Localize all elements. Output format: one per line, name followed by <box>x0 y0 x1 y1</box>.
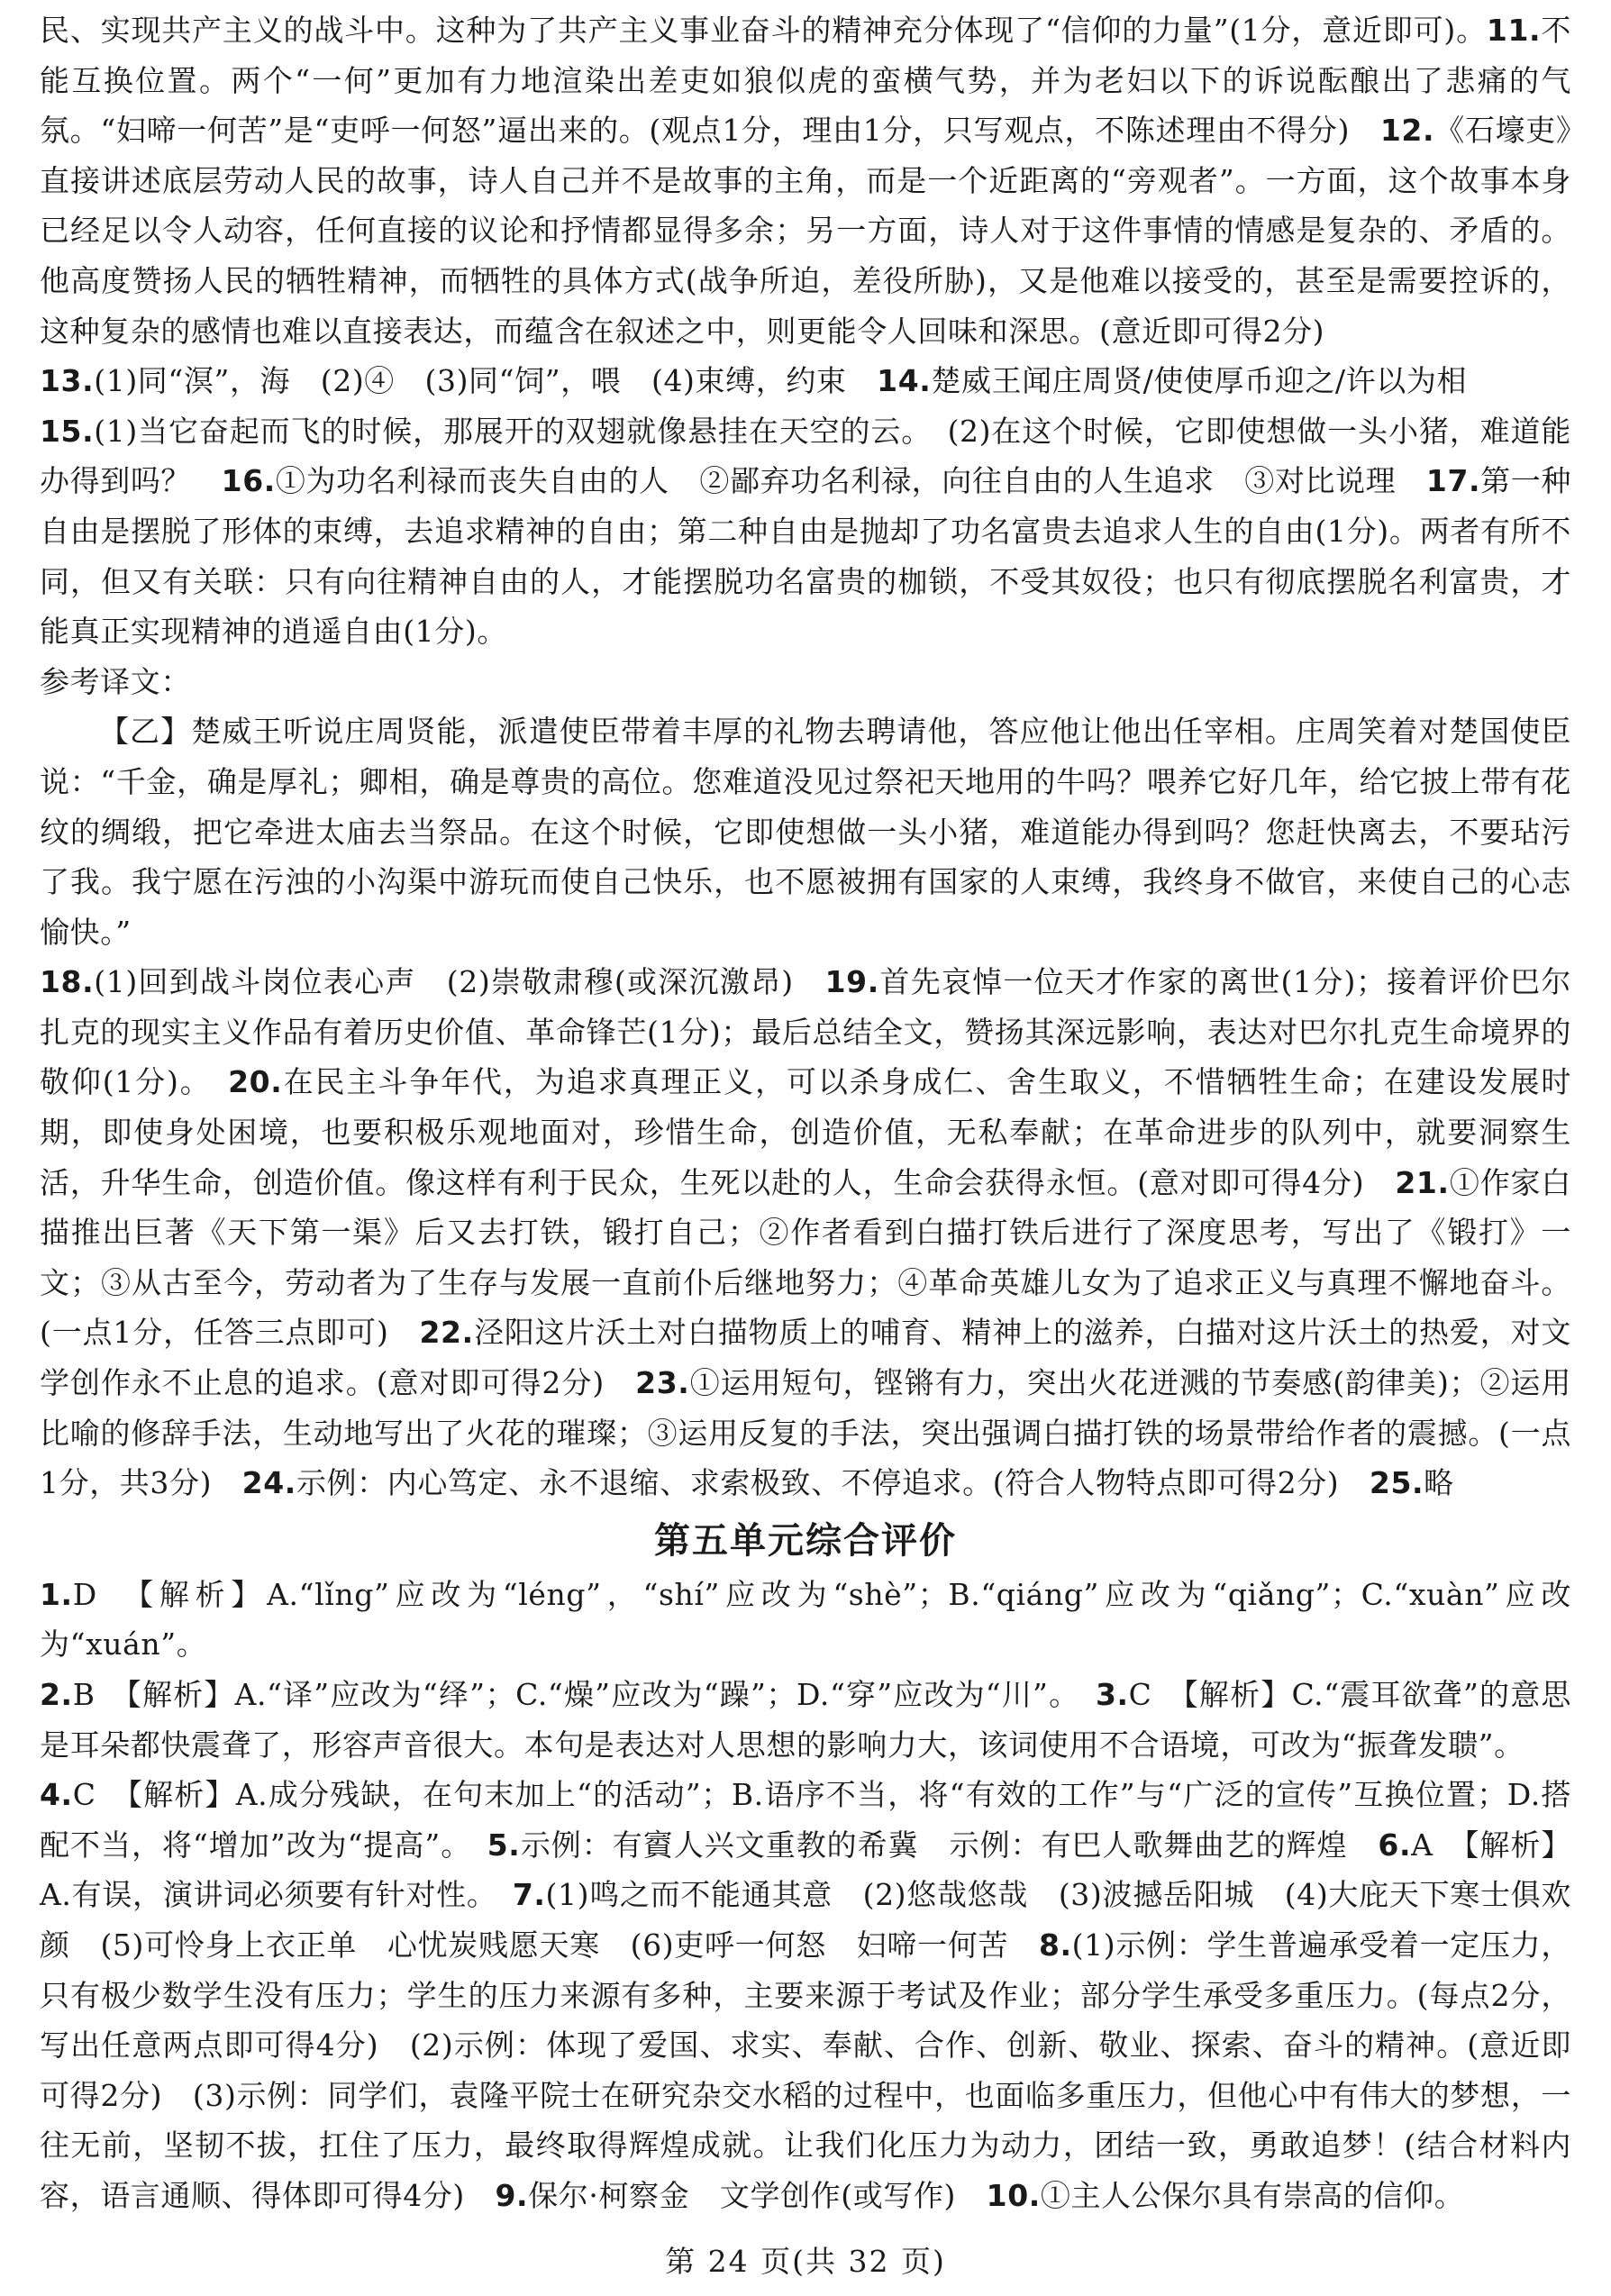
answer-text: (1)鸣之而不能通其意 (2)悠哉悠哉 (3)波撼岳阳城 (4)大庇天下寒士俱欢颜 (5)可怜身上衣正单 心忧炭贱愿天寒 (6)吏呼一何怒 妇啼一何苦 <box>40 1877 1571 1963</box>
question-number: 1. <box>40 1576 73 1612</box>
answer-text: (1)回到战斗岗位表心声 (2)崇敬肃穆(或深沉激昂) <box>94 964 825 1000</box>
answer-text: B 【解析】A.“译”应改为“绎”；C.“燥”应改为“躁”；D.“穿”应改为“川”。 <box>72 1677 1096 1712</box>
question-number: 5. <box>487 1827 521 1863</box>
answer-text: A 【解析】A.有误，演讲词必须要有针对性。 <box>40 1827 1571 1913</box>
answer-text: ①运用短句，铿锵有力，突出火花迸溅的节奏感(韵律美)；②运用比喻的修辞手法，生动地写出了火花的璀璨；③运用反复的手法，突出强调白描打铁的场景带给作者的震撼。(一点1分，共3分) <box>40 1365 1571 1501</box>
section-title: 第五单元综合评价 <box>654 1519 957 1562</box>
question-number: 21. <box>1395 1164 1450 1200</box>
answer-text: 民、实现共产主义的战斗中。这种为了共产主义事业奋斗的精神充分体现了“信仰的力量”(1分，意近即可)。 <box>40 13 1487 48</box>
answer-text: D 【解析】A.“lǐng”应改为“léng”，“shí”应改为“shè”；B.“qiáng”应改为“qiǎng”；C.“xuàn”应改为“xuán”。 <box>40 1576 1571 1663</box>
page-footer: 第 24 页(共 32 页) <box>665 2244 946 2279</box>
question-number: 25. <box>1369 1465 1424 1501</box>
answer-text: 泾阳这片沃土对白描物质上的哺育、精神上的滋养，白描对这片沃土的热爱，对文学创作永不止息的追求。(意对即可得2分) <box>40 1315 1571 1401</box>
question-number: 8. <box>1038 1927 1072 1963</box>
answer-text: ①为功名利禄而丧失自由的人 ②鄙弃功名利禄，向往自由的人生追求 ③对比说理 <box>275 463 1426 499</box>
answer-text: ①主人公保尔具有崇高的信仰。 <box>1040 2177 1465 2213</box>
reference-translation-label: 参考译文： <box>40 663 191 699</box>
question-number: 20. <box>228 1064 283 1100</box>
question-number: 19. <box>824 964 879 1000</box>
question-number: 22. <box>419 1315 474 1351</box>
answer-text: 略 <box>1424 1465 1454 1501</box>
question-number: 16. <box>221 463 276 499</box>
question-number: 23. <box>635 1365 690 1401</box>
answer-text: 楚威王闻庄周贤/使使厚币迎之/许以为相 <box>931 363 1468 399</box>
answer-text: (1)示例：学生普遍承受着一定压力，只有极少数学生没有压力；学生的压力来源有多种，主要来源于考试及作业；部分学生承受多重压力。(每点2分，写出任意两点即可得4分) (2)示例：体现了爱国、求实、奉献、合作、创新、敬业、探索、奋斗的精神。(意近即可得2分) (3)示例：同学们，袁隆平院士在研究杂交水稻的过程中，也面临多重压力，但他心中有伟大的梦想，一往无前，坚韧不拔，扛住了压力，最终取得辉煌成就。让我们化压力为动力，团结一致，勇敢追梦！(结合材料内容，语言通顺、得体即可得4分) <box>40 1927 1572 2213</box>
answer-page <box>40 5 1571 2221</box>
question-number: 2. <box>40 1677 73 1712</box>
question-number: 12. <box>1379 113 1435 149</box>
answer-text: 《石壕吏》直接讲述底层劳动人民的故事，诗人自己并不是故事的主角，而是一个近距离的“旁观者”。一方面，这个故事本身已经足以令人动容，任何直接的议论和抒情都显得多余；另一方面，诗人对于这件事情的情感是复杂的、矛盾的。他高度赞扬人民的牺牲精神，而牺牲的具体方式(战争所迫，差役所胁)，又是他难以接受的，甚至是需要控诉的，这种复杂的感情也难以直接表达，而蕴含在叙述之中，则更能令人回味和深思。(意近即可得2分) <box>40 113 1572 349</box>
question-number: 17. <box>1425 463 1481 499</box>
answer-text: 保尔·柯察金 文学创作(或写作) <box>528 2177 987 2213</box>
unit5-answer-4-10 <box>40 1770 1571 2220</box>
answer-text: C 【解析】A.成分残缺，在句末加上“的活动”；B.语序不当，将“有效的工作”与“广泛的宣传”互换位置；D.搭配不当，将“增加”改为“提高”。 <box>40 1777 1571 1863</box>
answer-block-18-25 <box>40 957 1571 1508</box>
unit5-answer-2-3 <box>40 1670 1571 1770</box>
answer-text: (1)同“溟”，海 (2)④ (3)同“饲”，喂 (4)束缚，约束 <box>94 363 878 399</box>
question-number: 18. <box>40 964 95 1000</box>
answer-text: 首先哀悼一位天才作家的离世(1分)；接着评价巴尔扎克的现实主义作品有着历史价值、革命锋芒(1分)；最后总结全文，赞扬其深远影响，表达对巴尔扎克生命境界的敬仰(1分)。 <box>40 964 1571 1100</box>
answer-text: ①作家白描推出巨著《天下第一渠》后又去打铁，锻打自己；②作者看到白描打铁后进行了深度思考，写出了《锻打》一文；③从古至今，劳动者为了生存与发展一直前仆后继地努力；④革命英雄儿女为了追求正义与真理不懈地奋斗。(一点1分，任答三点即可) <box>40 1164 1571 1351</box>
answer-text: (1)当它奋起而飞的时候，那展开的双翅就像悬挂在天空的云。 (2)在这个时候，它即使想做一头小猪，难道能办得到吗？ <box>40 413 1571 499</box>
unit5-answer-1 <box>40 1570 1571 1670</box>
answer-text: 第一种自由是摆脱了形体的束缚，去追求精神的自由；第二种自由是抛却了功名富贵去追求人生的自由(1分)。两者有所不同，但又有关联：只有向往精神自由的人，才能摆脱功名富贵的枷锁，不受其奴役；也只有彻底摆脱名利富贵，才能真正实现精神的逍遥自由(1分)。 <box>40 463 1571 650</box>
question-number: 15. <box>40 413 95 449</box>
answer-block-15-17 <box>40 406 1571 657</box>
question-number: 4. <box>40 1777 73 1813</box>
reference-translation: 【乙】楚威王听说庄周贤能，派遣使臣带着丰厚的礼物去聘请他，答应他让他出任宰相。庄周笑着对楚国使臣说：“千金，确是厚礼；卿相，确是尊贵的高位。您难道没见过祭祀天地用的牛吗？喂养它好几年，给它披上带有花纹的绸缎，把它牵进太庙去当祭品。在这个时候，它即使想做一头小猪，难道能办得到吗？您赶快离去，不要玷污了我。我宁愿在污浊的小沟渠中游玩而使自己快乐，也不愿被拥有国家的人束缚，我终身不做官，来使自己的心志愉快。” <box>40 714 1571 950</box>
question-number: 6. <box>1378 1827 1412 1863</box>
answer-block-10-12 <box>40 5 1571 356</box>
answer-text: 示例：内心笃定、永不退缩、求索极致、不停追求。(符合人物特点即可得2分) <box>296 1465 1370 1501</box>
question-number: 24. <box>241 1465 296 1501</box>
answer-text: 示例：有賨人兴文重教的希冀 示例：有巴人歌舞曲艺的辉煌 <box>520 1827 1379 1863</box>
question-number: 11. <box>1486 13 1542 48</box>
answer-text: 不能互换位置。两个“一何”更加有力地渲染出差吏如狼似虎的蛮横气势，并为老妇以下的诉说酝酿出了悲痛的气氛。“妇啼一何苦”是“吏呼一何怒”逼出来的。(观点1分，理由1分，只写观点，不陈述理由不得分) <box>40 13 1571 149</box>
question-number: 10. <box>986 2177 1041 2213</box>
answer-block-13-14 <box>40 356 1571 406</box>
question-number: 3. <box>1095 1677 1129 1712</box>
question-number: 9. <box>495 2177 529 2213</box>
answer-text: C 【解析】C.“震耳欲聋”的意思是耳朵都快震聋了，形容声音很大。本句是表达对人思想的影响力大，该词使用不合语境，可改为“振聋发聩”。 <box>40 1677 1571 1763</box>
question-number: 14. <box>877 363 932 399</box>
question-number: 13. <box>40 363 95 399</box>
question-number: 7. <box>512 1877 546 1913</box>
answer-text: 在民主斗争年代，为追求真理正义，可以杀身成仁、舍生取义，不惜牺牲生命；在建设发展时期，即使身处困境，也要积极乐观地面对，珍惜生命，创造价值，无私奉献；在革命进步的队列中，就要洞察生活，升华生命，创造价值。像这样有利于民众，生死以赴的人，生命会获得永恒。(意对即可得4分) <box>40 1064 1571 1200</box>
